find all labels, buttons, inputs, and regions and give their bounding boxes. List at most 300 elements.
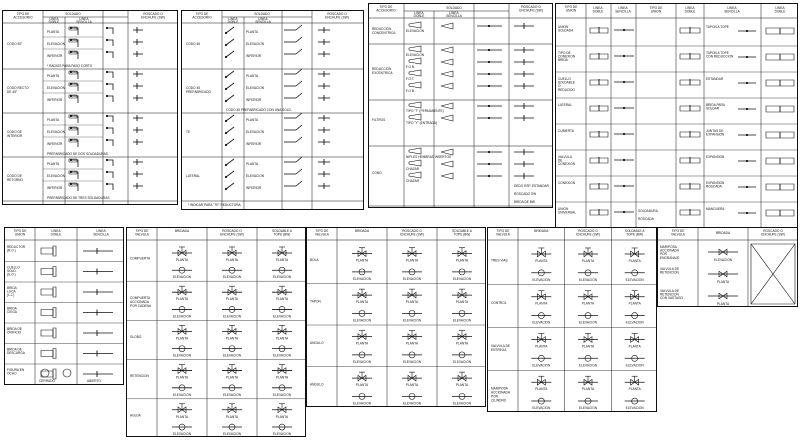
view-label-planta: PLANTA xyxy=(225,414,239,419)
row-flange-name: BRIDA xyxy=(7,286,17,290)
row-union-name: CONEXION xyxy=(558,54,576,59)
view-label-planta: PLANTA xyxy=(355,258,369,263)
weld-dot xyxy=(746,186,748,188)
panel-fittings xyxy=(555,3,798,231)
row-valve-name: TAPON xyxy=(310,299,321,304)
row-valve-name: MARIPOSA xyxy=(491,386,508,391)
label-cerrado: CERRADO xyxy=(39,379,55,383)
header-roscado: ROSCADO O xyxy=(327,12,347,16)
elbow-45-single xyxy=(296,81,302,86)
view-label: INFERIOR xyxy=(47,142,63,146)
view-label: ELEVACION xyxy=(713,258,733,262)
row-fitting-name: REDUCCION xyxy=(372,67,392,71)
view-label-elevacion: ELEVACION xyxy=(272,353,292,358)
row-fitting-name: CODO 45 xyxy=(186,86,200,90)
weld-dot xyxy=(746,82,748,84)
note-radios: * RADIOS PARA PASO CORTO xyxy=(47,64,93,68)
weld-dot xyxy=(623,81,625,83)
view-label-elevacion: ELEVACION xyxy=(272,432,292,437)
view-label: ELEVACION xyxy=(246,130,265,134)
view-label-elevacion: ELEVACION xyxy=(272,275,292,280)
row-valve-name: ACCIONADA xyxy=(660,248,679,253)
flange-face xyxy=(53,287,56,297)
weld-dot xyxy=(225,132,227,134)
row-flange-name: (R.O.) xyxy=(7,248,16,253)
header-linea-doble-3: LINEA xyxy=(775,6,785,10)
view-label-elevacion: ELEVACION xyxy=(222,275,242,280)
note-codo-prefab: CODO 45 PREFABRICADO CON UNA SOLD. xyxy=(226,108,292,112)
elbow-45-symbol xyxy=(226,51,234,57)
elbow-single-symbol xyxy=(107,172,113,178)
elbow-45-single xyxy=(296,69,302,74)
weld-dot xyxy=(106,51,108,53)
header-tipo-valvula: VALVULA xyxy=(135,232,149,237)
panel-valves-b-svg xyxy=(307,228,486,407)
row-valve-name: ENGRANAJE xyxy=(660,255,680,260)
label-abierto: ABIERTO xyxy=(87,379,101,383)
flange-double xyxy=(41,248,53,254)
row-fitting-name: EXCENTRICA xyxy=(372,71,393,75)
view-label-planta: PLANTA xyxy=(175,257,189,262)
weld-dot xyxy=(623,159,625,161)
view-label: PLANTA xyxy=(47,74,60,78)
header-valve-col: TOPE (BW) xyxy=(626,232,644,237)
row-valve-name: POR CADENA xyxy=(130,303,152,308)
view-label: ELEVACION xyxy=(47,174,66,178)
view-label: INFERIOR xyxy=(47,98,63,102)
weld-dot xyxy=(488,73,490,75)
header-linea-sencilla: SENCILLA xyxy=(76,20,92,24)
header-valve-col: TOPE (BW) xyxy=(273,232,291,237)
elbow-45-symbol xyxy=(226,171,234,177)
row-fitting-name: CODO 90° xyxy=(7,42,23,46)
view-label-planta: PLANTA xyxy=(275,336,289,341)
header-linea-doble: DOBLE xyxy=(50,232,62,237)
flange-double xyxy=(41,371,53,377)
header-linea-sencilla: SENCILLA xyxy=(255,20,271,24)
row-union-name: O xyxy=(558,84,561,89)
view-label-planta: PLANTA xyxy=(275,257,289,262)
row-valve-name: POR xyxy=(660,252,667,257)
view-label-planta: PLANTA xyxy=(225,297,239,302)
panel-valves-a xyxy=(126,227,306,437)
view-label-elevacion: ELEVACION xyxy=(222,432,242,437)
view-label: ELEVACION xyxy=(47,130,66,134)
weld-dot xyxy=(746,108,748,110)
header-linea-sencilla: LINEA xyxy=(79,17,89,21)
elbow-single-symbol xyxy=(107,96,113,102)
weld-dot xyxy=(106,171,108,173)
header-tipo-accesorio: TIPO DE xyxy=(379,5,393,9)
view-label-elevacion: ELEVACION xyxy=(352,318,372,323)
header-tipo-union-2: TIPO DE xyxy=(649,6,663,10)
elbow-45-single xyxy=(296,125,302,130)
note-prefab-2: PREFABRICADO DE DOS SOLDADURAS xyxy=(47,152,108,156)
reducer-double-symbol xyxy=(409,148,421,154)
view-label: PLANTA xyxy=(47,162,60,166)
weld-dot xyxy=(106,39,108,41)
header-linea-sencilla: SENCILLA xyxy=(446,14,462,18)
label-roscada: ROSCADA xyxy=(638,217,654,221)
header-roscado: ROSCADO O xyxy=(521,5,541,9)
header-linea-doble: DOBLE xyxy=(48,20,60,24)
row-valve-name: GLOBO xyxy=(130,335,142,339)
row-flange-name: (L.J.) xyxy=(7,293,15,298)
view-label-planta: PLANTA xyxy=(175,414,189,419)
view-label-planta: PLANTA xyxy=(175,336,189,341)
view-label: PLANTA xyxy=(246,30,259,34)
reducer-single-symbol xyxy=(441,173,453,179)
view-label-elevacion: ELEVACION xyxy=(402,276,422,281)
row-side-name: MANGUERA xyxy=(706,207,725,211)
weld-dot xyxy=(623,107,625,109)
header-soldado: SOLDADO xyxy=(65,12,81,16)
reducer-double-symbol xyxy=(409,114,421,120)
panel-valves-c xyxy=(487,227,657,412)
spectacle-closed xyxy=(41,369,49,377)
header-tipo-brida: UNION xyxy=(14,232,26,237)
flange-face xyxy=(53,369,56,379)
header-tipo-accesorio: ACCESORIO xyxy=(376,8,396,13)
note-brida: BRIDA DE BW xyxy=(514,200,535,204)
weld-dot xyxy=(623,55,625,57)
elbow-45-symbol xyxy=(226,139,234,145)
row-valve-name: COMPUERTA xyxy=(130,295,151,300)
row-valve-name: TRES VIAS xyxy=(491,258,508,263)
elbow-45-single xyxy=(296,113,302,118)
reducer-double-symbol xyxy=(409,70,421,76)
view-label-elevacion: ELEVACION xyxy=(402,359,422,364)
header-linea-doble: DOBLE xyxy=(592,9,604,14)
view-label-elevacion: ELEVACION xyxy=(625,363,644,368)
weld-dot xyxy=(106,139,108,141)
weld-dot xyxy=(623,185,625,187)
view-label: ELEVACION xyxy=(406,29,425,33)
row-fitting-name: RETORNO xyxy=(7,178,23,182)
view-label: PLANTA xyxy=(246,74,259,78)
row-union-name: LATERAL xyxy=(558,103,572,107)
header-valve-col: BRIDADA xyxy=(354,229,370,233)
note-te-reductora: * INDICAR PARA "TE" REDUCTORA xyxy=(188,203,241,207)
row-side-name: TAPON A TOPE xyxy=(706,51,729,55)
row-valve-name: ENTREGA xyxy=(491,347,507,352)
row-fitting-name: CODO RECTO xyxy=(7,86,29,90)
view-label-elevacion: ELEVACION xyxy=(172,392,192,397)
header-tipo-accesorio: TIPO DE xyxy=(16,12,30,16)
elbow-single-symbol xyxy=(107,40,113,46)
weld-dot xyxy=(106,83,108,85)
row-flange-name: ORIFICIO xyxy=(7,330,22,335)
weld-dot xyxy=(623,29,625,31)
view-label: ELEVACION xyxy=(246,86,265,90)
header-valve-col: SOLDABLE A xyxy=(272,229,292,233)
elbow-single-symbol xyxy=(107,52,113,58)
weld-dot xyxy=(488,151,490,153)
view-label: PLANTA xyxy=(716,280,730,284)
view-label-elevacion: ELEVACION xyxy=(172,275,192,280)
flange-face xyxy=(53,349,56,359)
view-label: ELEVACION xyxy=(406,53,425,57)
header-linea-doble: LINEA xyxy=(51,229,61,233)
view-label-elevacion: ELEVACION xyxy=(352,359,372,364)
view-label: F.O.T. xyxy=(406,77,415,81)
view-label: CHAZAR xyxy=(406,167,420,171)
row-valve-name: ACCIONADA xyxy=(130,299,149,304)
row-flange-name: OCHO xyxy=(7,371,17,376)
view-label: PLANTA xyxy=(246,162,259,166)
header-tipo-union: UNION xyxy=(565,8,577,13)
row-fitting-name: REDUCCION xyxy=(372,27,392,31)
row-fitting-name: TE xyxy=(186,130,191,134)
flange-double xyxy=(41,330,53,336)
reducer-double-symbol xyxy=(409,160,421,166)
view-label-planta: PLANTA xyxy=(535,258,548,263)
row-flange-name: REDUCTOR xyxy=(7,245,26,249)
header-linea-sencilla: LINEA xyxy=(258,17,268,21)
view-label-planta: PLANTA xyxy=(225,257,239,262)
view-label-elevacion: ELEVACION xyxy=(532,320,551,325)
view-label-planta: PLANTA xyxy=(455,300,469,305)
header-soldado: SOLDADO xyxy=(254,12,270,16)
view-label: PLANTA xyxy=(47,30,60,34)
view-label-planta: PLANTA xyxy=(455,341,469,346)
row-valve-name: VALVULA DE xyxy=(491,343,511,348)
elbow-45-symbol xyxy=(226,39,234,45)
header-tipo-valvula: TIPO DE xyxy=(135,229,149,233)
row-flange-name: LOCA xyxy=(7,289,16,294)
elbow-single-symbol xyxy=(107,28,113,34)
view-label-planta: PLANTA xyxy=(355,300,369,305)
header-linea-doble: LINEA xyxy=(228,17,238,21)
weld-dot xyxy=(106,183,108,185)
weld-dot xyxy=(225,32,227,34)
elbow-45-single xyxy=(296,169,302,174)
view-label-planta: PLANTA xyxy=(175,375,189,380)
weld-dot xyxy=(225,100,227,102)
flange-double xyxy=(41,351,53,357)
row-side-name: ROSCADA xyxy=(706,184,722,189)
row-side-name: TAPON A TOPE xyxy=(706,25,729,29)
row-valve-name: AGUJA xyxy=(130,413,141,418)
weld-dot xyxy=(106,127,108,129)
view-label-planta: PLANTA xyxy=(175,297,189,302)
header-roscado: ENCHUFE (SW) xyxy=(141,15,165,20)
view-label: ELEVACION xyxy=(246,174,265,178)
view-label-elevacion: ELEVACION xyxy=(578,406,598,411)
weld-dot xyxy=(225,76,227,78)
view-label: INFERIOR xyxy=(47,54,63,58)
header-tipo-valvula: VALVULA xyxy=(496,232,510,237)
panel-tees xyxy=(181,10,364,210)
view-label: TIPO "Y" (ENTRADA) xyxy=(406,121,437,125)
header-tipo-brida: TIPO DE xyxy=(13,229,27,233)
view-label-elevacion: ELEVACION xyxy=(532,277,551,282)
view-label-elevacion: ELEVACION xyxy=(578,277,598,282)
weld-dot xyxy=(746,212,748,214)
elbow-45-symbol xyxy=(226,95,234,101)
flange-double xyxy=(41,269,53,275)
row-union-name: CUBIERTA xyxy=(558,129,574,133)
view-label: F.O.B. xyxy=(406,65,415,69)
weld-dot xyxy=(746,134,748,136)
weld-dot xyxy=(225,56,227,58)
header-tipo-union-2: UNION xyxy=(650,9,662,14)
view-label: CHAZAR xyxy=(406,179,420,183)
view-label-planta: PLANTA xyxy=(535,387,548,392)
row-valve-name: POR xyxy=(491,394,498,399)
header-valve-col: TOPE (BW) xyxy=(453,232,471,237)
view-label-elevacion: ELEVACION xyxy=(402,318,422,323)
header-tipo-valvula: VALVULA xyxy=(671,232,685,237)
row-valve-name: RETENCION xyxy=(130,374,149,379)
view-label-elevacion: ELEVACION xyxy=(272,314,292,319)
note-roscado: ROSCADO SW xyxy=(514,192,537,196)
weld-dot xyxy=(488,85,490,87)
row-valve-name: RETENCION xyxy=(660,270,679,275)
header-roscado: ROSCADO O xyxy=(763,229,783,233)
row-valve-name: CON VASTAGO xyxy=(660,296,683,301)
row-side-name: BRIDA PARA xyxy=(706,103,725,107)
row-fitting-name: LATERAL xyxy=(186,174,200,178)
reducer-single-symbol xyxy=(441,47,453,53)
view-label-elevacion: ELEVACION xyxy=(625,406,644,411)
row-fitting-name: PREFABRICADO xyxy=(186,90,211,94)
view-label: INFERIOR xyxy=(246,54,262,58)
spectacle-open xyxy=(63,369,71,377)
row-union-name: TIPO DE xyxy=(558,51,571,55)
row-flange-name: (S.O.) xyxy=(7,272,16,277)
weld-dot xyxy=(225,176,227,178)
row-union-name: CUELLO xyxy=(558,77,571,81)
view-label-planta: PLANTA xyxy=(355,383,369,388)
panel-valves-d-svg xyxy=(658,228,798,307)
row-side-name: EXPANSION xyxy=(706,181,725,185)
row-union-name: VALVULA xyxy=(558,155,572,159)
row-flange-name: DESCARGA xyxy=(7,351,25,356)
header-roscado: ROSCADO O xyxy=(143,12,163,16)
view-label-elevacion: ELEVACION xyxy=(222,392,242,397)
panel-valves-c-svg xyxy=(488,228,657,412)
elbow-45-symbol xyxy=(226,115,234,121)
view-label-planta: PLANTA xyxy=(455,383,469,388)
weld-dot xyxy=(488,49,490,51)
header-linea-doble-2: LINEA xyxy=(685,6,695,10)
header-valve-col: SOLDABLE A xyxy=(452,229,472,233)
view-label-planta: PLANTA xyxy=(275,414,289,419)
row-fitting-name: CODO 45 xyxy=(186,42,200,46)
row-valve-name: RETENCION xyxy=(660,292,679,297)
row-valve-name: COMPUERTA xyxy=(130,256,151,261)
elbow-45-symbol xyxy=(226,83,234,89)
view-label-planta: PLANTA xyxy=(628,387,641,392)
view-label: F.O.B. xyxy=(406,89,415,93)
weld-dot xyxy=(488,105,490,107)
row-valve-name: VALVULA DE xyxy=(660,289,680,293)
view-label-planta: PLANTA xyxy=(581,387,595,392)
view-label-elevacion: ELEVACION xyxy=(578,320,598,325)
row-union-name: REDUCIDO xyxy=(558,87,576,92)
view-label: ELEVACION xyxy=(47,42,66,46)
note-prefab-3: PREFABRICADO DE TRES SOLDADURAS xyxy=(47,196,110,200)
panel-fittings-svg xyxy=(556,4,798,231)
view-label: PLANTA xyxy=(246,118,259,122)
header-linea-doble: LINEA xyxy=(49,17,59,21)
view-label-planta: PLANTA xyxy=(628,258,641,263)
row-union-name: UNION xyxy=(558,25,569,29)
header-linea-doble-3: DOBLE xyxy=(774,9,786,14)
header-valve-col: ROSCADO O xyxy=(222,229,242,233)
weld-dot xyxy=(225,188,227,190)
header-linea-doble: DOBLE xyxy=(227,20,239,24)
view-label-planta: PLANTA xyxy=(225,336,239,341)
weld-dot xyxy=(106,159,108,161)
header-valve-col: SOLDABLE A xyxy=(624,229,645,233)
view-label-planta: PLANTA xyxy=(405,383,419,388)
row-side-name: SOLDAR xyxy=(706,106,720,111)
view-label-planta: PLANTA xyxy=(581,258,595,263)
reducer-single-symbol xyxy=(441,71,453,77)
row-union-name: SOLDADA xyxy=(558,28,574,33)
panel-flanges-svg xyxy=(5,228,124,385)
view-label: NIPLES HEMBRAS INSERTOS xyxy=(406,155,452,159)
header-valve-col: ROSCADO O xyxy=(578,229,598,233)
view-label-elevacion: ELEVACION xyxy=(402,401,422,406)
reducer-double-symbol xyxy=(409,82,421,88)
panel-reducers-svg xyxy=(369,4,553,208)
flange-face xyxy=(53,328,56,338)
weld-dot xyxy=(623,211,625,213)
elbow-45-symbol xyxy=(226,71,234,77)
elbow-45-symbol xyxy=(226,159,234,165)
row-flange-name: FIGURA EN xyxy=(7,368,25,372)
row-valve-name: ANGULO xyxy=(310,340,324,345)
header-valve-col: ENCHUFE (SW) xyxy=(400,232,424,237)
header-linea-doble: LINEA xyxy=(593,6,603,10)
header-roscado: ENCHUFE (SW) xyxy=(325,15,349,20)
view-label-planta: PLANTA xyxy=(535,301,548,306)
view-label: TIPO "T" (PERMANENTE) xyxy=(406,109,444,113)
weld-dot xyxy=(746,160,748,162)
view-label-elevacion: ELEVACION xyxy=(352,401,372,406)
weld-dot xyxy=(488,163,490,165)
elbow-single-symbol xyxy=(107,160,113,166)
header-linea-sencilla: LINEA xyxy=(96,229,106,233)
header-linea-sencilla: SENCILLA xyxy=(615,9,631,14)
view-label: PLANTA xyxy=(716,302,730,306)
panel-valves-d xyxy=(657,227,798,307)
view-label-elevacion: ELEVACION xyxy=(532,363,551,368)
elbow-45-symbol xyxy=(226,27,234,33)
elbow-45-symbol xyxy=(226,127,234,133)
elbow-single-symbol xyxy=(107,140,113,146)
view-label: ELEVACION xyxy=(246,42,265,46)
header-linea-sencilla: LINEA xyxy=(449,11,459,15)
view-label-planta: PLANTA xyxy=(225,375,239,380)
view-label-elevacion: ELEVACION xyxy=(172,314,192,319)
elbow-45-single xyxy=(296,93,302,98)
row-side-name: CON REDUCCION xyxy=(706,54,734,59)
view-label-planta: PLANTA xyxy=(628,344,641,349)
header-valve-col: ROSCADO O xyxy=(402,229,422,233)
header-tipo-valvula: TIPO DE xyxy=(496,229,510,233)
elbow-45-symbol xyxy=(226,183,234,189)
view-label-elevacion: ELEVACION xyxy=(222,314,242,319)
row-valve-name: BOLA xyxy=(310,257,319,262)
row-flange-name: CUELLO xyxy=(7,265,20,270)
weld-dot xyxy=(225,120,227,122)
reducer-double-symbol xyxy=(409,58,421,64)
view-label-elevacion: ELEVACION xyxy=(578,363,598,368)
